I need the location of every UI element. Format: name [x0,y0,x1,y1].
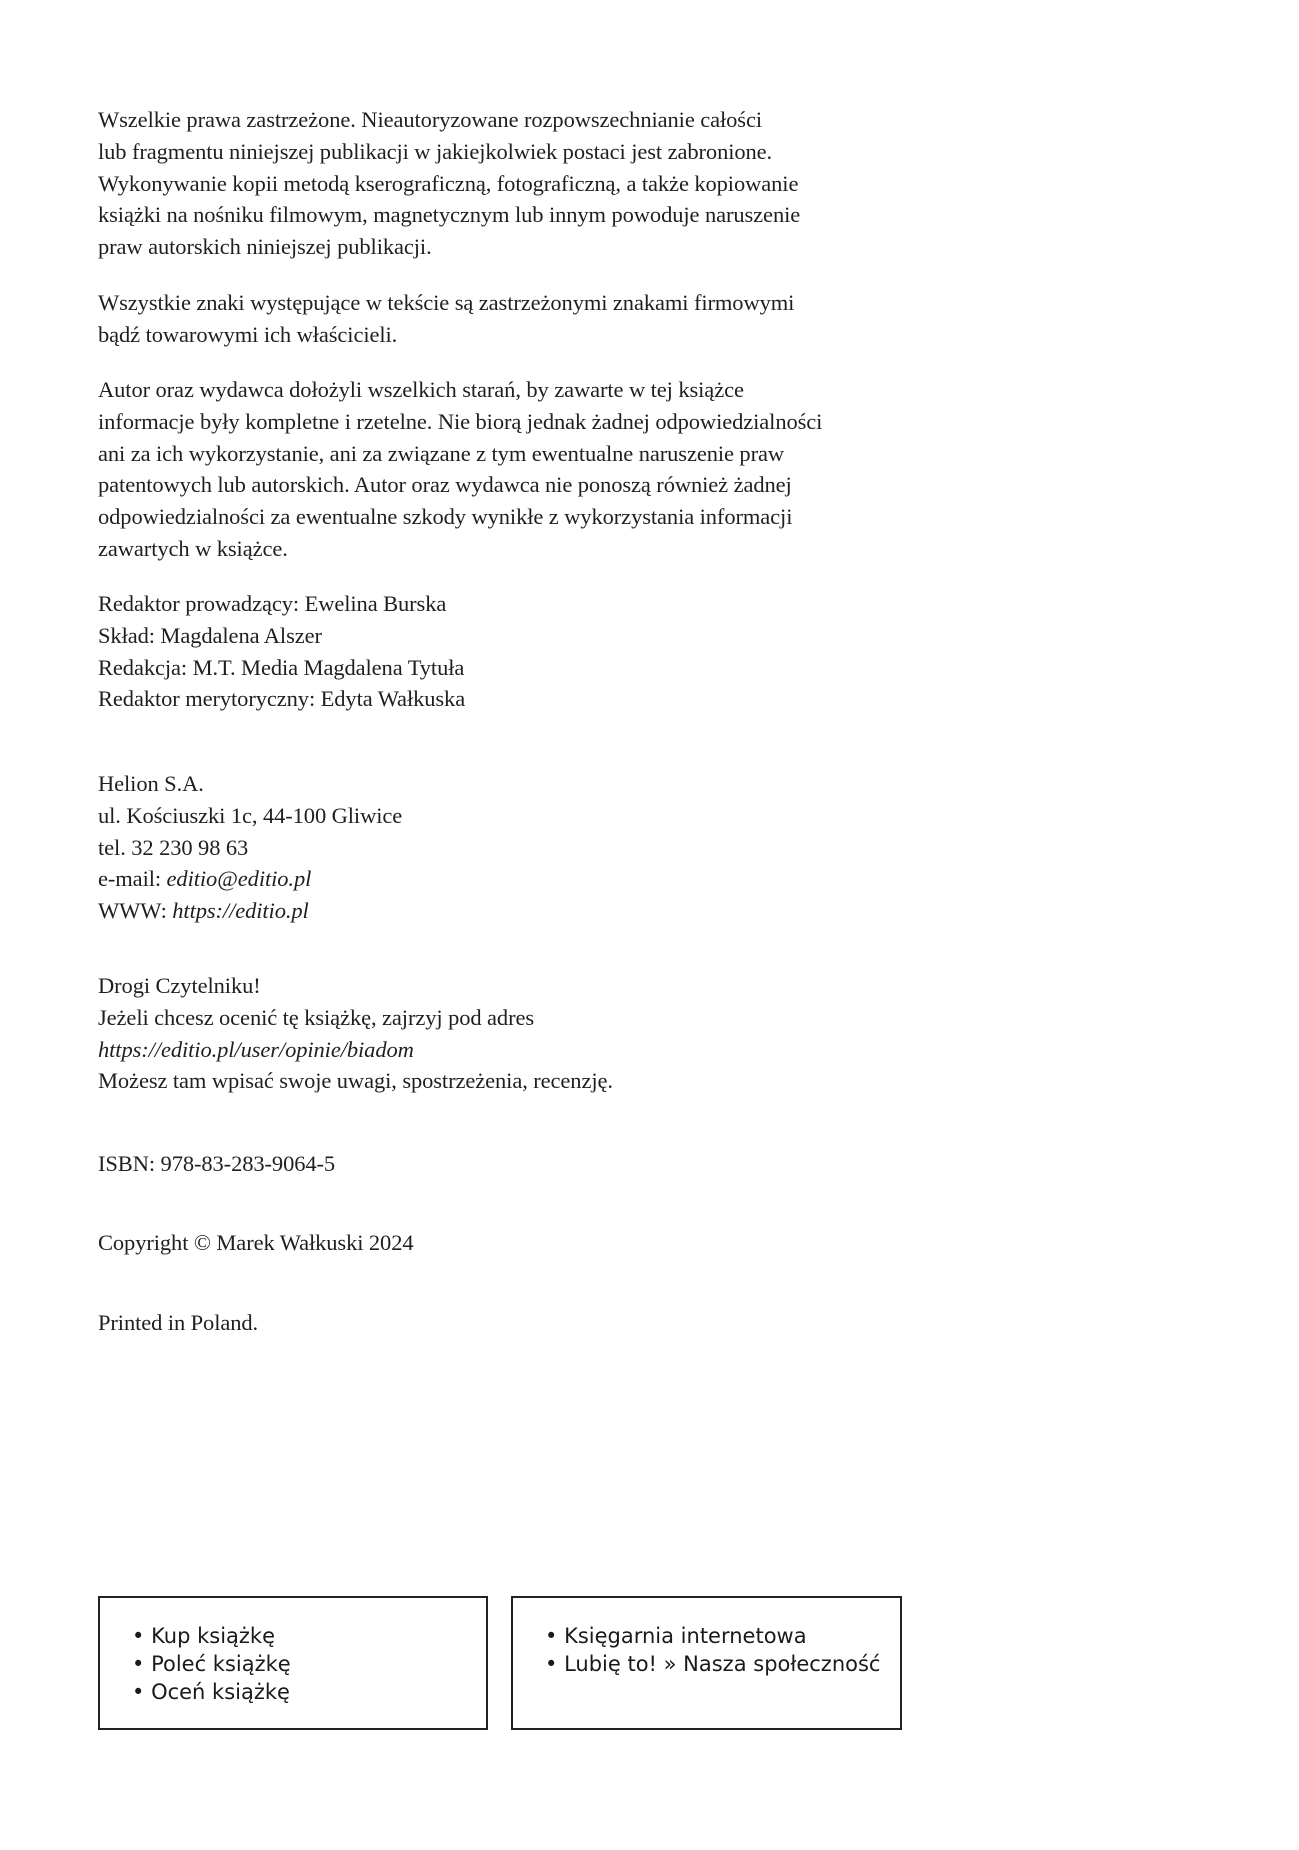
trademarks-line: bądź towarowymi ich właścicieli. [98,321,398,347]
credit-line: Redaktor prowadzący: Ewelina Burska [98,591,447,616]
printed-block [98,1307,998,1339]
credit-line: Redaktor merytoryczny: Edyta Wałkuska [98,686,466,712]
bookstore-links-box [511,1596,902,1730]
disclaimer-line: informacje były kompletne i rzetelne. Nie biorą jednak żadnej odpowiedzialności [98,408,823,434]
email-label: e-mail: [98,866,167,892]
rights-line: Wykonywanie kopii metodą kserograficzną, fotograficzną, a także kopiowanie [98,170,799,196]
buy-book-link[interactable]: • Kup książkę [132,1622,486,1650]
printed-in: Printed in Poland. [98,1310,259,1335]
credit-line: Skład: Magdalena Alszer [98,622,322,648]
reader-greeting: Drogi Czytelniku! [98,973,261,998]
email-link[interactable]: editio@editio.pl [166,866,312,892]
publisher-info [98,768,998,927]
reader-note-text: Jeżeli chcesz ocenić tę książkę, zajrzyj pod adres [98,1004,535,1030]
disclaimer-line: patentowych lub autorskich. Autor oraz wydawca nie ponoszą również żadnej [98,472,792,498]
publisher-address: ul. Kościuszki 1c, 44-100 Gliwice [98,802,403,828]
rights-line: lub fragmentu niniejszej publikacji w jakiejkolwiek postaci jest zabronione. [98,138,773,164]
copyright: Copyright © Marek Wałkuski 2024 [98,1230,414,1255]
publisher-name: Helion S.A. [98,771,204,796]
trademarks-line: Wszystkie znaki występujące w tekście są zastrzeżonymi znakami firmowymi [98,290,795,315]
isbn-block [98,1148,998,1180]
isbn: ISBN: 978-83-283-9064-5 [98,1151,336,1176]
publisher-email-row [98,863,998,895]
disclaimer-line: ani za ich wykorzystanie, ani za związane z tym ewentualne naruszenie praw [98,440,785,466]
rights-line: Wszelkie prawa zastrzeżone. Nieautoryzowane rozpowszechnianie całości [98,107,763,132]
opinion-link[interactable]: https://editio.pl/user/opinie/biadom [98,1036,414,1062]
book-actions-box [98,1596,488,1730]
rights-line: książki na nośniku filmowym, magnetycznym lub innym powoduje naruszenie [98,202,801,228]
credit-line: Redakcja: M.T. Media Magdalena Tytuła [98,654,465,680]
rate-book-link[interactable]: • Oceń książkę [132,1678,486,1706]
disclaimer-line: Autor oraz wydawca dołożyli wszelkich starań, by zawarte w tej książce [98,377,744,402]
trademarks-notice [98,287,998,351]
recommend-book-link[interactable]: • Poleć książkę [132,1650,486,1678]
book-actions-list [132,1622,486,1706]
rights-line: praw autorskich niniejszej publikacji. [98,234,432,260]
rights-notice [98,104,998,263]
reader-note-text: Możesz tam wpisać swoje uwagi, spostrzeżenia, recenzję. [98,1068,613,1094]
publisher-phone: tel. 32 230 98 63 [98,834,249,860]
disclaimer-line: odpowiedzialności za ewentualne szkody wynikłe z wykorzystania informacji [98,504,793,530]
website-link[interactable]: https://editio.pl [172,898,309,924]
reader-note [98,970,998,1097]
community-link[interactable]: • Lubię to! » Nasza społeczność [545,1650,900,1678]
online-bookstore-link[interactable]: • Księgarnia internetowa [545,1622,900,1650]
bookstore-links-list [545,1622,900,1678]
www-label: WWW: [98,898,173,924]
editorial-credits [98,588,998,715]
copyright-block [98,1227,998,1259]
disclaimer-line: zawartych w książce. [98,535,288,561]
disclaimer-notice [98,374,998,565]
publisher-www-row [98,895,998,927]
